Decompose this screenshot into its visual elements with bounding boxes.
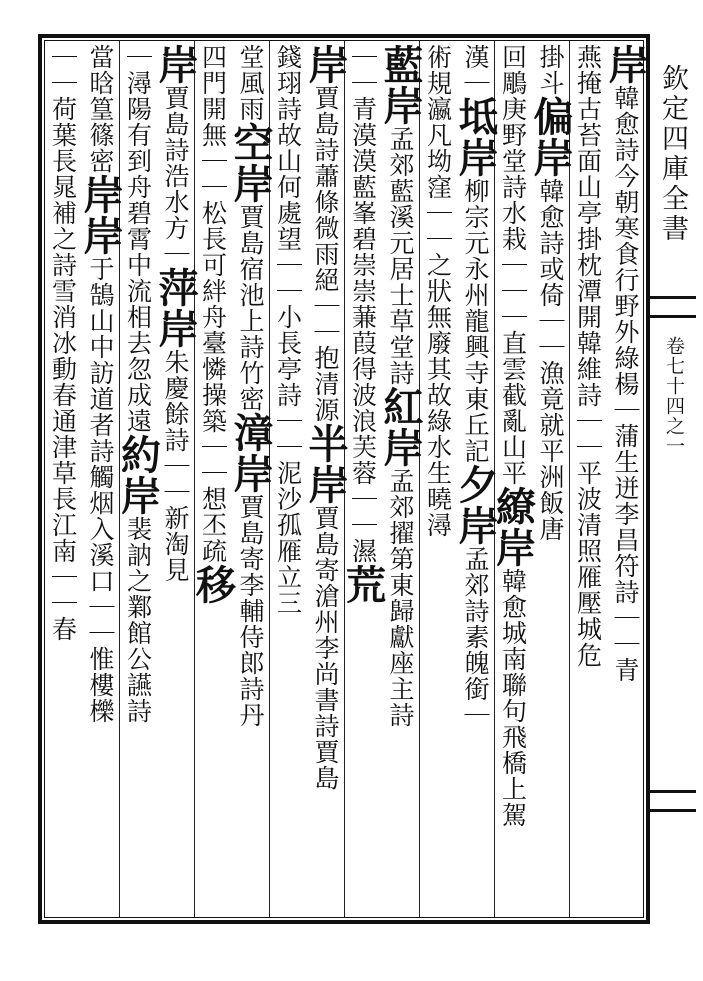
text-column (602, 44, 649, 916)
gloss-text: ｜｜青漠漠藍峯碧崇崇 (348, 44, 378, 304)
gloss-text: 術規瀛 (423, 44, 453, 122)
gloss-text: 晁補之詩雪消冰動春通津草長江南｜｜春 (48, 174, 78, 642)
gloss-text: 綠水生曉潯 (423, 408, 453, 538)
text-column (77, 44, 124, 916)
gloss-text: 孟郊藍溪元居士草堂詩 (386, 126, 415, 386)
headword: 藍岸 (377, 44, 424, 126)
volume-label: 卷七十四之一 (663, 336, 685, 456)
headword: 岸 (302, 44, 349, 85)
text-column (569, 44, 607, 916)
gloss-text: 朱慶餘詩｜｜新淘見 (161, 349, 190, 583)
text-column (189, 44, 237, 916)
gloss-text: 館公讌詩 (123, 620, 153, 724)
gloss-text: 臺憐操築｜｜想丕疏 (198, 330, 228, 564)
gloss-text: 柳宗元永州龍興寺東丘記 (461, 178, 490, 464)
gloss-text: ｜潯陽有到舟 (123, 44, 153, 200)
headword: 岸 (602, 44, 649, 85)
fishtail-mark-bottom (650, 790, 696, 812)
gloss-text: 于鵠山中訪道者詩觸烟入溪口｜｜惟樓櫟 (86, 256, 115, 724)
headword: 漳岸 (227, 412, 274, 494)
gloss-text: 回鵰 (498, 44, 528, 96)
book-title: 欽定四庫全書 (657, 64, 688, 244)
text-column (302, 44, 349, 916)
gloss-text: 四門開 (198, 44, 228, 122)
headword: 空岸 (227, 122, 274, 204)
gloss-text: 蒹葭得波浪芙蓉｜｜濕 (348, 304, 378, 564)
gloss-text: 句飛橋上駕 (498, 698, 528, 828)
gloss-text: 錢珝詩故山何處望｜｜小長亭 (273, 44, 303, 382)
gloss-text: 掛斗 (536, 44, 565, 96)
gloss-text: 賈島寄滄州李尚書詩賈島 (311, 505, 340, 791)
text-column (227, 44, 274, 916)
headword: 紅岸 (377, 386, 424, 468)
text-column (452, 44, 499, 916)
headword: 移 (189, 564, 237, 605)
headword: 岸岸 (77, 174, 124, 256)
text-column (527, 44, 574, 916)
gloss-text: 韓愈詩今朝寒食行野外綠楊｜蒲生迸李昌符詩｜｜青 (611, 85, 640, 683)
gloss-text: 詩｜｜泥沙孤雁立三 (273, 382, 303, 616)
gloss-text: 堂風雨 (236, 44, 265, 122)
gloss-text: 碧霄中流相去忽成遠 (123, 200, 153, 434)
gloss-text: 孟郊擢第東歸獻座主詩 (386, 468, 415, 728)
text-column (152, 44, 199, 916)
text-column (114, 44, 162, 916)
headword: 坻岸 (452, 96, 499, 178)
gloss-text: 賈島宿池上詩竹密 (236, 204, 265, 412)
text-column (377, 44, 424, 916)
gloss-text: 無｜｜松長可絆舟 (198, 122, 228, 330)
text-column (339, 44, 387, 916)
gloss-text: ｜｜荷葉長 (48, 44, 78, 174)
text-column (489, 44, 537, 916)
text-column (419, 44, 457, 916)
text-column (44, 44, 82, 916)
gloss-text: 韓愈詩或倚｜｜漁竟就平洲飯唐 (536, 178, 565, 542)
text-column (269, 44, 307, 916)
gloss-text: 當晗篁篠密 (86, 44, 115, 174)
gloss-text: 凡坳窪｜｜之狀無廢其故 (423, 122, 453, 408)
gloss-text: 裴訥之鄴 (123, 516, 153, 620)
headword: 偏岸 (527, 96, 574, 178)
headword: 約岸 (114, 434, 162, 516)
gloss-text: 賈島詩蕭條微雨絕｜｜抱清源 (311, 85, 340, 423)
headword: 夕岸 (452, 464, 499, 546)
fishtail-mark-top (650, 296, 696, 318)
gloss-text: 賈島寄李輔侍郎詩丹 (236, 494, 265, 728)
gloss-text: 庚野堂詩水栽｜｜｜直雲截亂山平 (498, 96, 528, 486)
gloss-text: 孟郊詩素魄銜｜ (461, 546, 490, 728)
headword: 荒 (339, 564, 387, 605)
headword: 岸 (152, 44, 199, 85)
gloss-text: 燕掩古苔面山亭掛枕潭開韓維詩｜｜平波清照雁壓城危 (573, 44, 603, 668)
gloss-text: 賈島詩浩水方｜ (161, 85, 190, 267)
gloss-text: 漢｜ (461, 44, 490, 96)
headword: 繚岸 (489, 486, 537, 568)
gloss-text: 韓愈城南聯 (498, 568, 528, 698)
headword: 萍岸 (152, 267, 199, 349)
headword: 半岸 (302, 423, 349, 505)
